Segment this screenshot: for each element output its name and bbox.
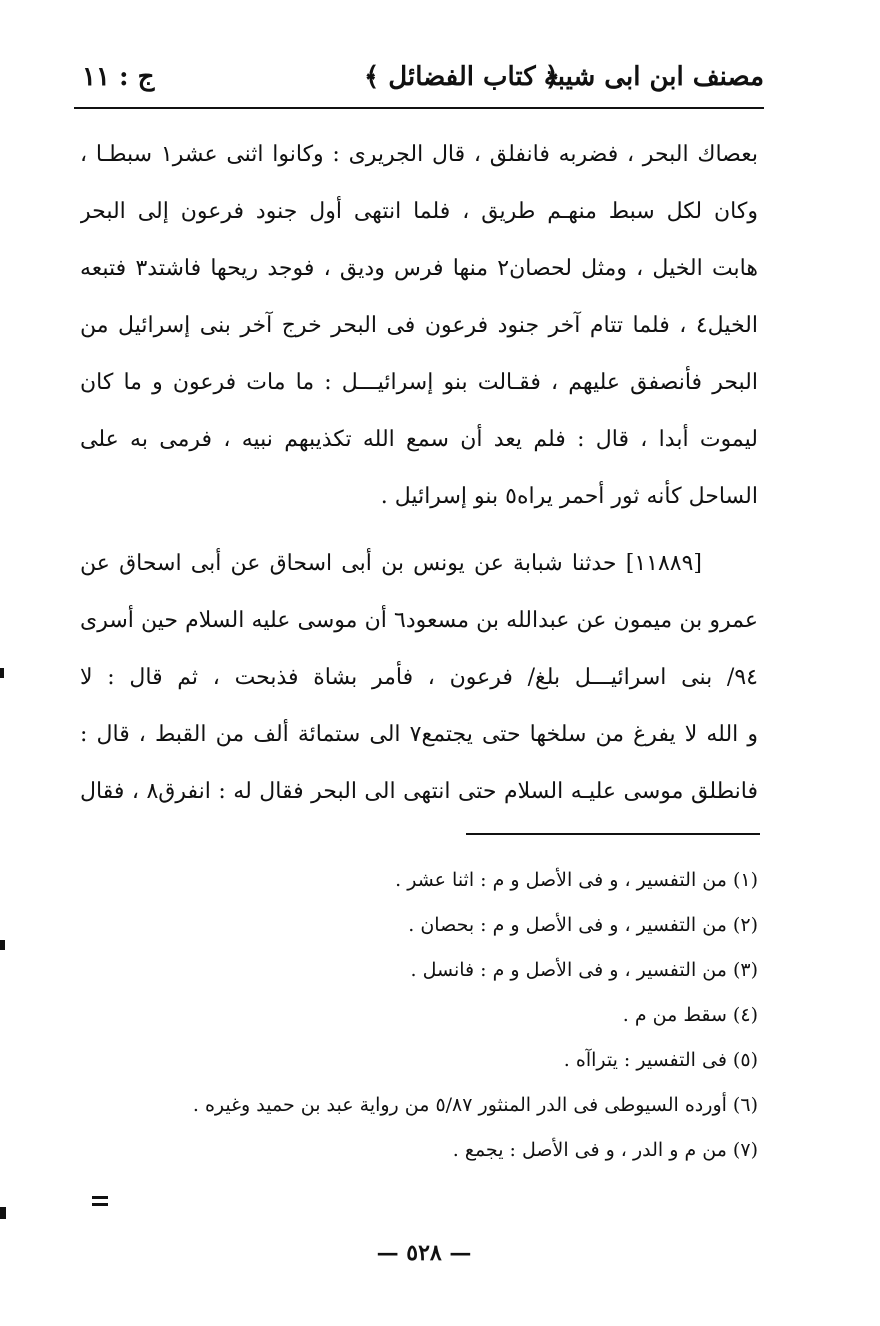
hadith-line: فانطلق موسى عليـه السلام حتى انتهى الى البحر فقال له : انفرق٨ ، فقال: [80, 779, 758, 804]
page-header: [74, 58, 764, 102]
footnote: (٧) من م و الدر ، و فى الأصل : يجمع .: [452, 1139, 758, 1161]
text-line: ليموت أبدا ، قال : فلم يعد أن سمع الله تكذيبهم نبيه ، فرمى به على: [80, 427, 758, 452]
scan-mark: [92, 1196, 108, 1199]
footnote: (٢) من التفسير ، و فى الأصل و م : بحصان .: [408, 914, 758, 936]
text-line: بعصاك البحر ، فضربه فانفلق ، قال الجريرى : وكانوا اثنى عشر١ سبطـا ،: [80, 142, 758, 167]
hadith-line: و الله لا يفرغ من سلخها حتى يجتمع٧ الى ستمائة ألف من القبط ، قال :: [80, 722, 758, 747]
main-text: [80, 126, 758, 820]
scan-mark: [0, 940, 5, 950]
hadith-line: عمرو بن ميمون عن عبدالله بن مسعود٦ أن موسى عليه السلام حين أسرى: [80, 608, 758, 633]
scan-mark: [92, 1203, 108, 1206]
text-line: الساحل كأنه ثور أحمر يراه٥ بنو إسرائيل .: [380, 484, 758, 509]
header-divider: [74, 107, 764, 109]
text-line: البحر فأنصفق عليهم ، فقـالت بنو إسرائيـــل : ما مات فرعون و ما كان: [80, 370, 758, 395]
footnote: (٦) أورده السيوطى فى الدر المنثور ٥/٨٧ من رواية عبد بن حميد وغيره .: [192, 1094, 758, 1116]
footnote-divider: [466, 833, 760, 835]
hadith-line: ٩٤/ بنى اسرائيـــل بلغ/ فرعون ، فأمر بشاة فذبحت ، ثم قال : لا: [80, 665, 758, 690]
chapter-title: ﴿ كتاب الفضائل ﴾: [364, 62, 560, 92]
book-title: مصنف ابن ابى شيبة: [543, 62, 764, 92]
volume-number: ج : ١١: [82, 62, 155, 92]
footnote: (٥) فى التفسير : يتراآه .: [563, 1049, 758, 1071]
text-line: الخيل٤ ، فلما تتام آخر جنود فرعون فى البحر خرج آخر بنى إسرائيل من: [80, 313, 758, 338]
scan-mark: [0, 668, 4, 678]
footnote: (٣) من التفسير ، و فى الأصل و م : فانسل .: [410, 959, 758, 981]
footnotes: [98, 858, 758, 1173]
footnote: (٤) سقط من م .: [622, 1004, 758, 1026]
scan-mark: [0, 1207, 6, 1219]
text-line: وكان لكل سبط منهـم طريق ، فلما انتهى أول جنود فرعون إلى البحر: [80, 199, 758, 224]
paragraph-gap: [80, 525, 758, 535]
footnote: (١) من التفسير ، و فى الأصل و م : اثنا عشر .: [395, 869, 758, 891]
text-line: هابت الخيل ، ومثل لحصان٢ منها فرس وديق ، فوجد ريحها فاشتد٣ فتبعه: [80, 256, 758, 281]
page-number: — ٥٢٨ —: [376, 1240, 472, 1266]
hadith-line: [١١٨٨٩] حدثنا شبابة عن يونس بن أبى اسحاق عن أبى اسحاق عن: [80, 551, 702, 576]
